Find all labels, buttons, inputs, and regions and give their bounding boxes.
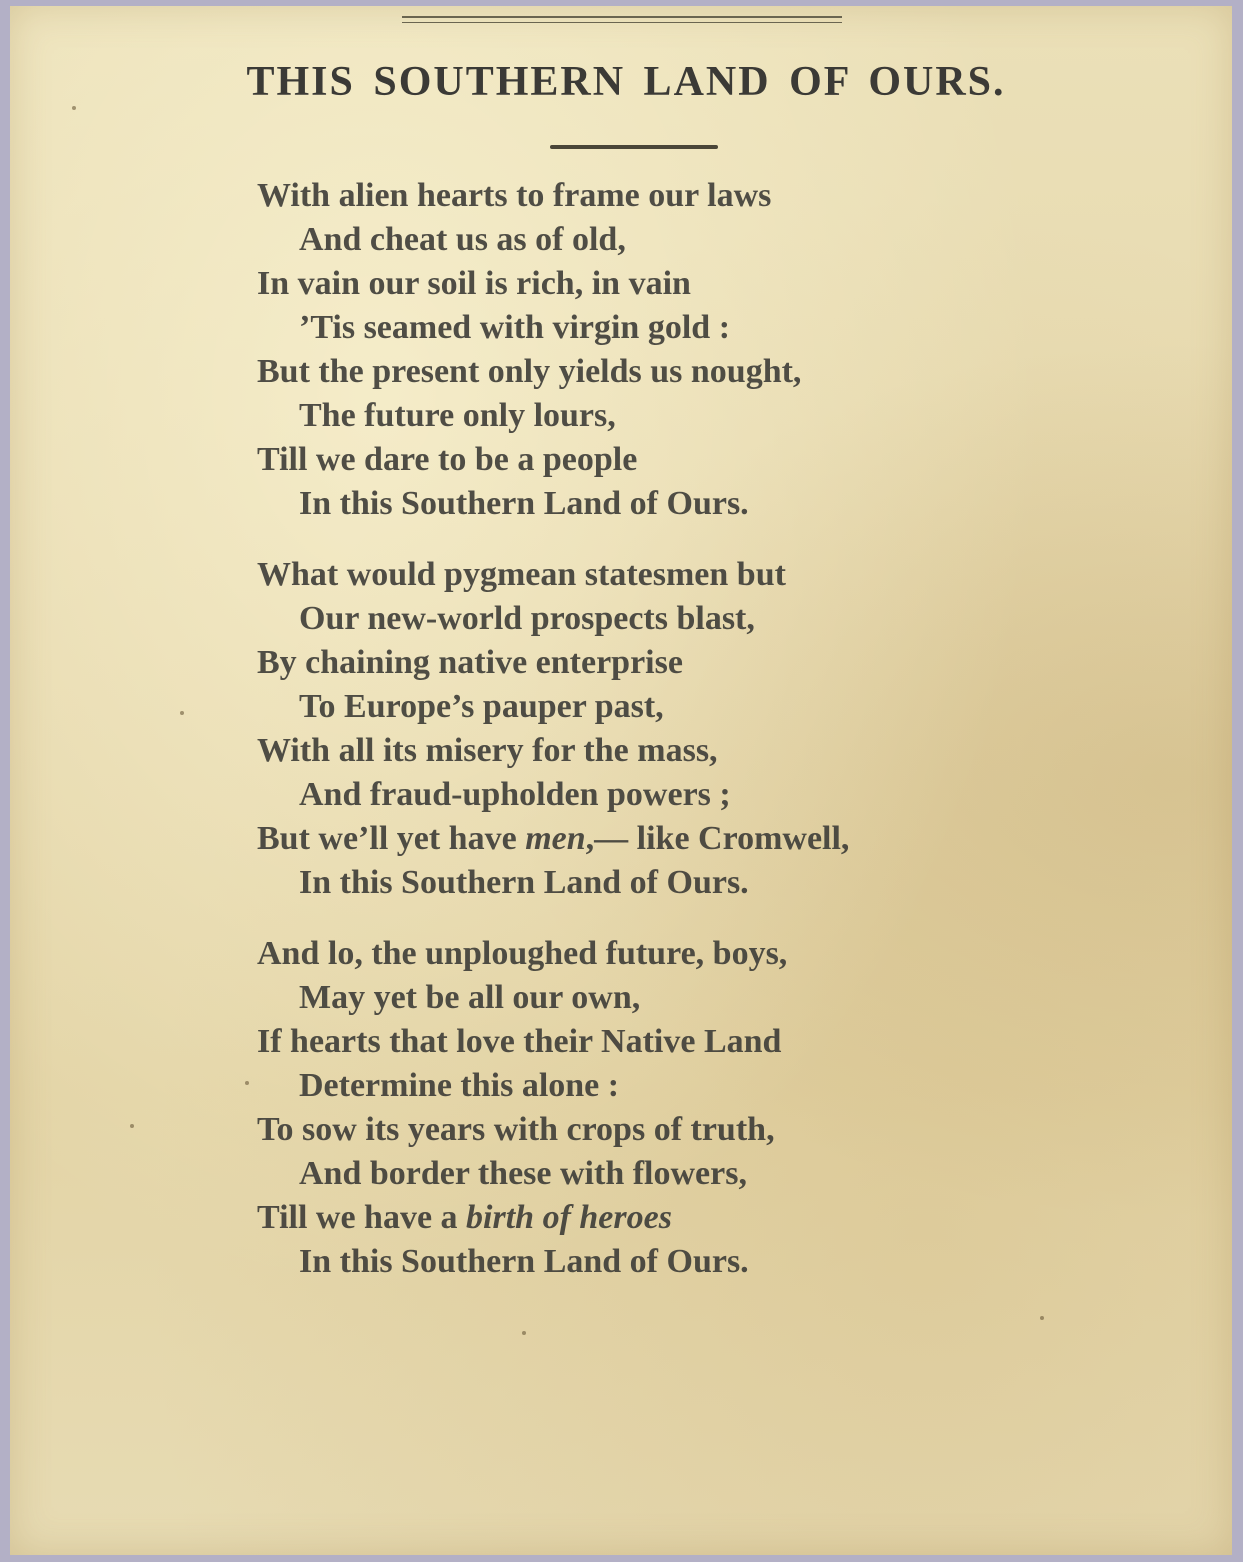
line-text: But we’ll yet have (257, 820, 526, 857)
paper-speck (1040, 1316, 1044, 1320)
line-text: In this Southern Land of Ours. (299, 485, 749, 522)
line-text: With all its misery for the mass, (257, 732, 718, 769)
poem-line (257, 773, 1057, 817)
poem-line (257, 1020, 1057, 1064)
newspaper-clipping (10, 6, 1232, 1555)
line-text: But the present only yields us nought, (257, 353, 802, 390)
poem-line (257, 1064, 1057, 1108)
line-text: And border these with flowers, (299, 1155, 747, 1192)
line-text: To sow its years with crops of truth, (257, 1111, 775, 1148)
line-text: In this Southern Land of Ours. (299, 1243, 749, 1280)
poem-line (257, 482, 1057, 526)
top-rule (402, 16, 842, 23)
poem-line (257, 306, 1057, 350)
poem-line (257, 1108, 1057, 1152)
line-text: ’Tis seamed with virgin gold : (299, 309, 731, 346)
poem-line (257, 1196, 1057, 1240)
poem-line (257, 1152, 1057, 1196)
poem-line (257, 817, 1057, 861)
line-text: And cheat us as of old, (299, 221, 626, 258)
line-text: ,— like Cromwell, (585, 820, 850, 857)
poem-line (257, 641, 1057, 685)
line-text: With alien hearts to frame our laws (257, 177, 772, 214)
stanza (257, 553, 1057, 905)
poem-line (257, 218, 1057, 262)
poem-line (257, 597, 1057, 641)
poem-line (257, 394, 1057, 438)
poem-line (257, 729, 1057, 773)
paper-speck (180, 711, 184, 715)
poem-line (257, 174, 1057, 218)
line-text: Determine this alone : (299, 1067, 620, 1104)
line-text: In this Southern Land of Ours. (299, 864, 749, 901)
line-text: If hearts that love their Native Land (257, 1023, 782, 1060)
line-text: To Europe’s pauper past, (299, 688, 664, 725)
poem-line (257, 976, 1057, 1020)
stanza (257, 932, 1057, 1284)
paper-speck (245, 1081, 249, 1085)
poem-line (257, 932, 1057, 976)
title-divider (550, 145, 718, 149)
line-text: Our new-world prospects blast, (299, 600, 755, 637)
paper-speck (130, 1124, 134, 1128)
paper-speck (522, 1331, 526, 1335)
poem-line (257, 350, 1057, 394)
poem-line (257, 1240, 1057, 1284)
stanza (257, 174, 1057, 526)
line-text: In vain our soil is rich, in vain (257, 265, 691, 302)
poem-line (257, 262, 1057, 306)
poem-line (257, 861, 1057, 905)
poem-line (257, 553, 1057, 597)
paper-speck (72, 106, 76, 110)
line-text: Till we have a (257, 1199, 467, 1236)
italic-text: men (525, 820, 586, 857)
poem-title: THIS SOUTHERN LAND OF OURS. (246, 59, 1006, 105)
line-text: May yet be all our own, (299, 979, 641, 1016)
poem-body (257, 174, 1057, 1311)
line-text: What would pygmean statesmen but (257, 556, 786, 593)
line-text: By chaining native enterprise (257, 644, 683, 681)
poem-line (257, 685, 1057, 729)
italic-text: birth of heroes (466, 1199, 672, 1236)
line-text: The future only lours, (299, 397, 616, 434)
line-text: Till we dare to be a people (257, 441, 638, 478)
line-text: And lo, the unploughed future, boys, (257, 935, 788, 972)
poem-line (257, 438, 1057, 482)
line-text: And fraud-upholden powers ; (299, 776, 731, 813)
